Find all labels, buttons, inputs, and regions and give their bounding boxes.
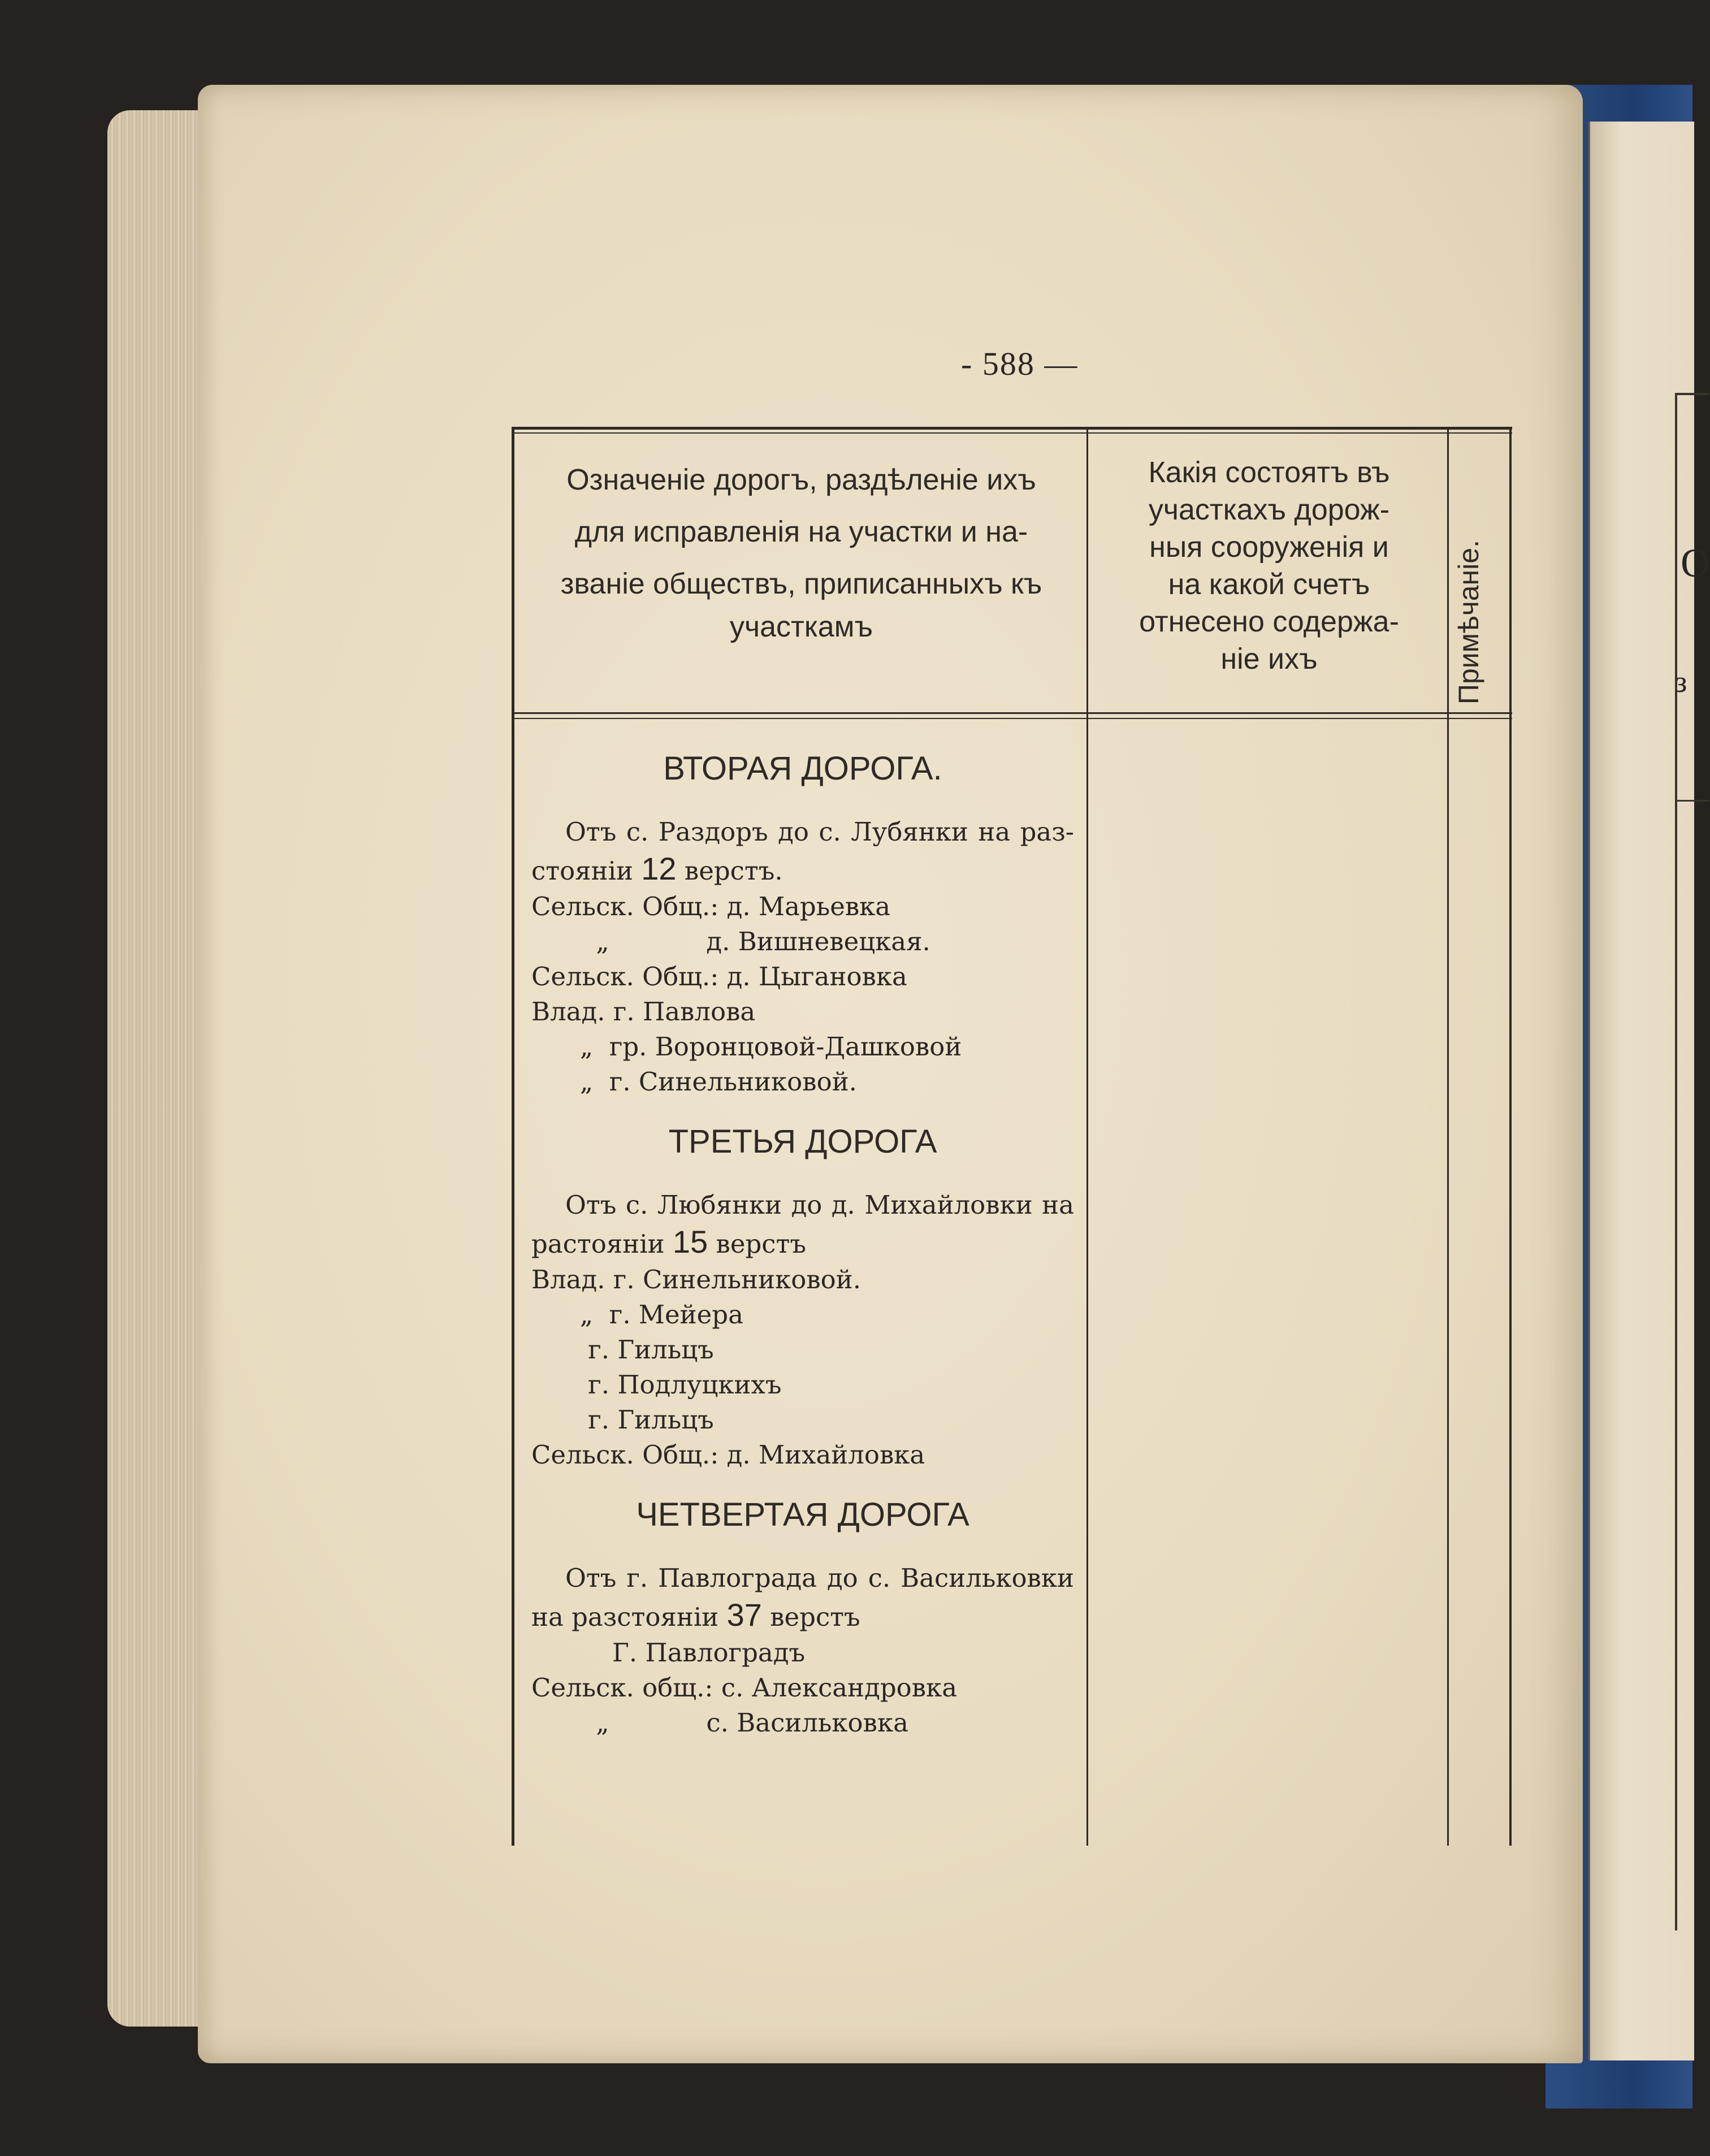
society-entry: „ гр. Воронцовой-Дашковой [531,1032,962,1062]
road-section [531,743,1074,1099]
roads-column [531,743,1074,1741]
desc-text: Отъ г. Павлограда до с. Васильковки на разстояніи [531,1563,1074,1632]
table-rule [512,432,1512,434]
header-line: ніе ихъ [1220,643,1318,676]
header-line: участкахъ дорож- [1148,493,1390,526]
society-entry: г. Гильцъ [531,1405,714,1435]
society-entry: „ г. Синельниковой. [531,1067,857,1097]
desc-text: верстъ [770,1602,860,1632]
society-entry: „ д. Вишневецкая. [531,927,930,956]
road-section [531,1490,1074,1741]
next-page-rule [1675,800,1709,802]
header-structures [1094,454,1444,678]
header-line: отнесено содержа- [1139,605,1399,638]
header-line: ныя сооруженія и [1149,531,1389,564]
header-line: званіе обществъ, приписанныхъ къ [560,568,1042,600]
header-line: участкамъ [730,611,873,643]
society-entry: „ г. Мейера [531,1300,743,1330]
table-rule [512,718,1512,719]
table-rule [1086,427,1088,1846]
society-entry: „ с. Васильковка [531,1708,908,1738]
road-description [531,813,1074,889]
society-entry: Сельск. общ.: с. Александровка [531,1673,958,1703]
page-number: - 588 — [961,345,1079,382]
society-entry: Влад. г. Павлова [531,997,756,1027]
road-description [531,1187,1074,1262]
society-entry: Сельск. Общ.: д. Цыгановка [531,962,907,992]
road-title: ТРЕТЬЯ ДОРОГА [668,1123,937,1160]
next-page-fragment: з [1675,665,1687,699]
society-entry: Г. Павлоградъ [531,1638,806,1668]
header-line: для исправленія на участки и на- [574,516,1028,548]
desc-text: Отъ с. Любянки до д. Михайловки на растояніи [531,1190,1074,1259]
desc-text: верстъ [716,1229,807,1259]
society-entry: г. Подлуцкихъ [531,1370,782,1400]
table-rule [512,712,1512,714]
desc-text: верстъ. [684,856,783,886]
society-entry: Сельск. Общ.: д. Михайловка [531,1440,925,1470]
table-rule [1509,427,1512,1846]
roads-table [512,427,1512,1846]
next-page-edge [1588,122,1710,2060]
road-title: ВТОРАЯ ДОРОГА. [663,750,942,787]
header-notes: Примѣчаніе. [1453,540,1484,704]
road-description [531,1560,1074,1635]
table-rule [512,427,1512,430]
next-page-rule [1675,393,1709,395]
next-page-fragment: О [1681,540,1710,586]
distance-value: 15 [672,1224,708,1259]
header-line: Означеніе дорогъ, раздѣленіе ихъ [566,464,1036,496]
road-section [531,1116,1074,1473]
next-page-rule [1675,393,1677,1930]
header-line: Какія состоятъ въ [1148,456,1390,489]
distance-value: 12 [641,851,677,886]
society-entry: Сельск. Общ.: д. Марьевка [531,891,891,921]
table-rule [1447,427,1449,1846]
society-entry: Влад. г. Синельниковой. [531,1265,862,1295]
header-line: на какой счетъ [1168,568,1370,601]
distance-value: 37 [726,1597,762,1633]
table-rule [512,427,514,1846]
desc-text: Отъ с. Раздоръ до с. Лубянки на раз-стояніи [531,817,1074,886]
society-entry: г. Гильцъ [531,1335,714,1365]
road-title: ЧЕТВЕРТАЯ ДОРОГА [636,1496,969,1533]
header-roads-description [526,454,1077,644]
